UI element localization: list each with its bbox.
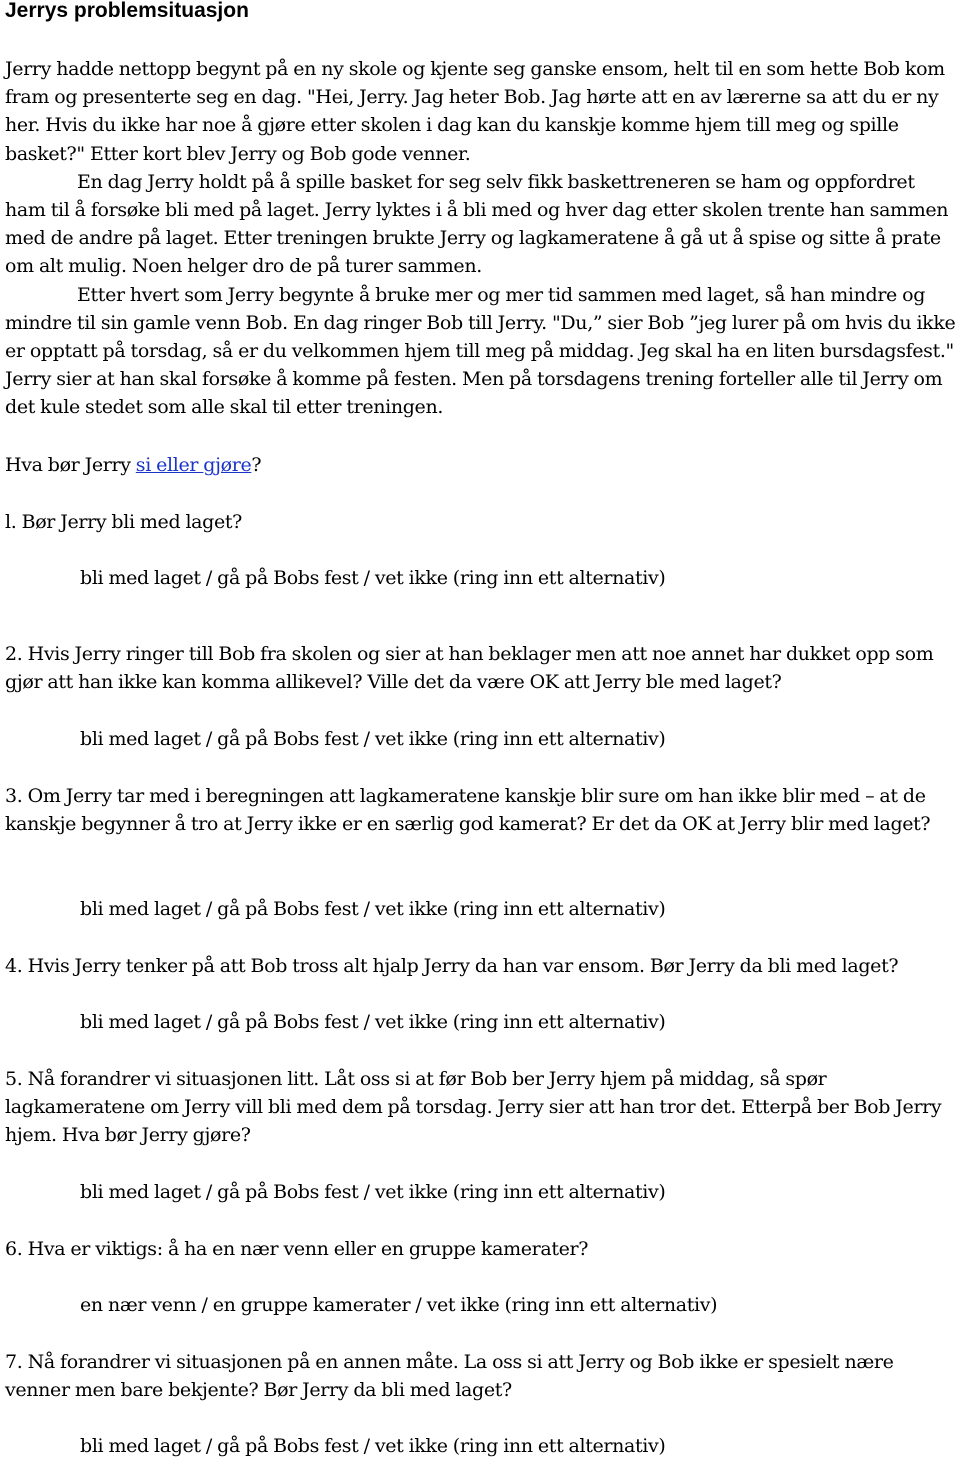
question-7: 7. Nå forandrer vi situasjonen på en annen måte. La oss si att Jerry og Bob ikke er spesielt nære venner men bare bekjente? Bør Jerry da bli med laget? (5, 1351, 894, 1402)
question-2: 2. Hvis Jerry ringer till Bob fra skolen og sier at han beklager men att noe annet har dukket opp som gjør att han ikke kan komma allikevel? Ville det da være OK att Jerry ble med laget? (5, 643, 934, 694)
question-1: l. Bør Jerry bli med laget? (5, 511, 242, 533)
answer-options-1[interactable]: bli med laget / gå på Bobs fest / vet ikke (ring inn ett alternativ) (80, 567, 666, 589)
prompt-link[interactable]: si eller gjøre (135, 454, 252, 476)
story-paragraph-2: En dag Jerry holdt på å spille basket for seg selv fikk baskettreneren se ham og oppfordret ham til å forsøke bli med på laget. Jerry lyktes i å bli med og hver dag etter skolen trente han sammen med de andre på laget. Etter treningen brukte Jerry og lagkameratene å gå ut å spise og sitte å prate om alt mulig. Noen helger dro de på turer sammen. (5, 170, 949, 278)
story-paragraph-1: Jerry hadde nettopp begynt på en ny skole og kjente seg ganske ensom, helt til en som hette Bob kom fram og presenterte seg en dag. "Hei, Jerry. Jag heter Bob. Jag hørte att en av lærerne sa att du er ny her. Hvis du ikke har noe å gjøre etter skolen i dag kan du kanskje komme hjem till meg og spille basket?" Etter kort blev Jerry og Bob gode venner. (5, 58, 945, 165)
answer-options-5[interactable]: bli med laget / gå på Bobs fest / vet ikke (ring inn ett alternativ) (80, 1181, 666, 1203)
question-5: 5. Nå forandrer vi situasjonen litt. Låt oss si at før Bob ber Jerry hjem på middag, så spør lagkameratene om Jerry vill bli med dem på torsdag. Jerry sier att han tror det. Etterpå ber Bob Jerry hjem. Hva bør Jerry gjøre? (5, 1068, 942, 1147)
prompt-text: Hva bør Jerry (5, 454, 136, 476)
answer-options-2[interactable]: bli med laget / gå på Bobs fest / vet ikke (ring inn ett alternativ) (80, 728, 666, 750)
question-6: 6. Hva er viktigs: å ha en nær venn eller en gruppe kamerater? (5, 1238, 589, 1260)
answer-options-7[interactable]: bli med laget / gå på Bobs fest / vet ikke (ring inn ett alternativ) (80, 1435, 666, 1457)
answer-options-4[interactable]: bli med laget / gå på Bobs fest / vet ikke (ring inn ett alternativ) (80, 1011, 666, 1033)
story-paragraph-3: Etter hvert som Jerry begynte å bruke mer og mer tid sammen med laget, så han mindre og mindre til sin gamle venn Bob. En dag ringer Bob till Jerry. "Du,” sier Bob ”jeg lurer på om hvis du ikke er opptatt på torsdag, så er du velkommen hjem till meg på middag. Jeg skal ha en liten bursdagsfest." Jerry sier at han skal forsøke å komme på festen. Men på torsdagens trening forteller alle til Jerry om det kule stedet som alle skal til etter treningen. (5, 283, 956, 419)
question-4: 4. Hvis Jerry tenker på att Bob tross alt hjalp Jerry da han var ensom. Bør Jerry da bli med laget? (5, 955, 899, 977)
answer-options-6[interactable]: en nær venn / en gruppe kamerater / vet ikke (ring inn ett alternativ) (80, 1294, 718, 1316)
prompt-end: ? (251, 454, 262, 476)
page-title: Jerrys problemsituasjon (5, 0, 249, 22)
answer-options-3[interactable]: bli med laget / gå på Bobs fest / vet ikke (ring inn ett alternativ) (80, 898, 666, 920)
prompt (5, 451, 957, 479)
story (5, 55, 957, 422)
question-3: 3. Om Jerry tar med i beregningen att lagkameratene kanskje blir sure om han ikke blir med – at de kanskje begynner å tro at Jerry ikke er en særlig god kamerat? Er det da OK at Jerry blir med laget? (5, 785, 931, 836)
